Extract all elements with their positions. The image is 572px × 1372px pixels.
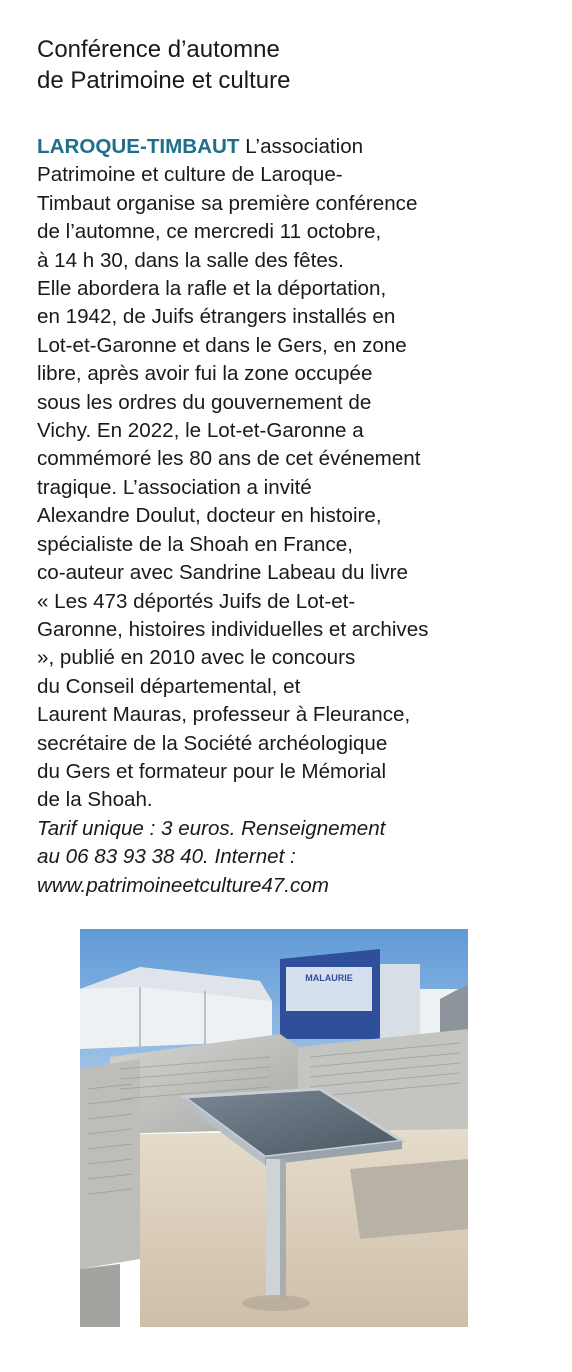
body-line: Laurent Mauras, professeur à Fleurance, [37, 703, 411, 727]
info-line: au 06 83 93 38 40. Internet : [37, 845, 296, 869]
memorial-illustration [80, 929, 468, 1327]
body-line: à 14 h 30, dans la salle des fêtes. [37, 248, 344, 272]
body-line: libre, après avoir fui la zone occupée [37, 362, 373, 386]
headline [37, 34, 557, 96]
body-line: de la Shoah. [37, 788, 153, 812]
body-line: co-auteur avec Sandrine Labeau du livre [37, 561, 408, 585]
info-line: Tarif unique : 3 euros. Renseignement [37, 816, 386, 840]
body-line: Vichy. En 2022, le Lot-et-Garonne a [37, 419, 364, 443]
headline-line: Conférence d’automne [37, 36, 280, 63]
website-link[interactable]: www.patrimoineetculture47.com [37, 873, 329, 897]
body-first-line-text: L’association [239, 135, 364, 158]
body-line: », publié en 2010 avec le concours [37, 646, 356, 670]
body-line: commémoré les 80 ans de cet événement [37, 447, 421, 471]
body-first-line [37, 133, 557, 161]
practical-info [37, 815, 557, 900]
body-line: Elle abordera la rafle et la déportation, [37, 277, 387, 301]
body-line: de l’automne, ce mercredi 11 octobre, [37, 220, 382, 244]
body-line: Lot-et-Garonne et dans le Gers, en zone [37, 333, 407, 357]
body-line: secrétaire de la Société archéologique [37, 731, 388, 755]
shadow-bench [350, 1159, 468, 1239]
body-line: « Les 473 déportés Juifs de Lot-et- [37, 589, 356, 613]
truck-brand: MALAURIE [305, 973, 353, 983]
truck-end [380, 964, 420, 1039]
body-line: du Gers et formateur pour le Mémorial [37, 759, 387, 783]
body-line: du Conseil départemental, et [37, 674, 301, 698]
body-line: Timbaut organise sa première conférence [37, 191, 418, 215]
article [37, 34, 557, 900]
body-line: Garonne, histoires individuelles et archives [37, 617, 429, 641]
body-line: Alexandre Doulut, docteur en histoire, [37, 504, 382, 528]
plaque-post-shade [280, 1159, 286, 1299]
article-body [37, 133, 557, 900]
stone-block [80, 1264, 120, 1327]
body-line: en 1942, de Juifs étrangers installés en [37, 305, 396, 329]
body-line: tragique. L’association a invité [37, 475, 312, 499]
headline-line: de Patrimoine et culture [37, 67, 291, 94]
post-shadow [242, 1295, 310, 1311]
body-line: Patrimoine et culture de Laroque- [37, 163, 343, 187]
body-line: sous les ordres du gouvernement de [37, 390, 372, 414]
dateline: LAROQUE-TIMBAUT [37, 135, 240, 158]
body-line: spécialiste de la Shoah en France, [37, 532, 353, 556]
memorial-photo [80, 929, 468, 1327]
